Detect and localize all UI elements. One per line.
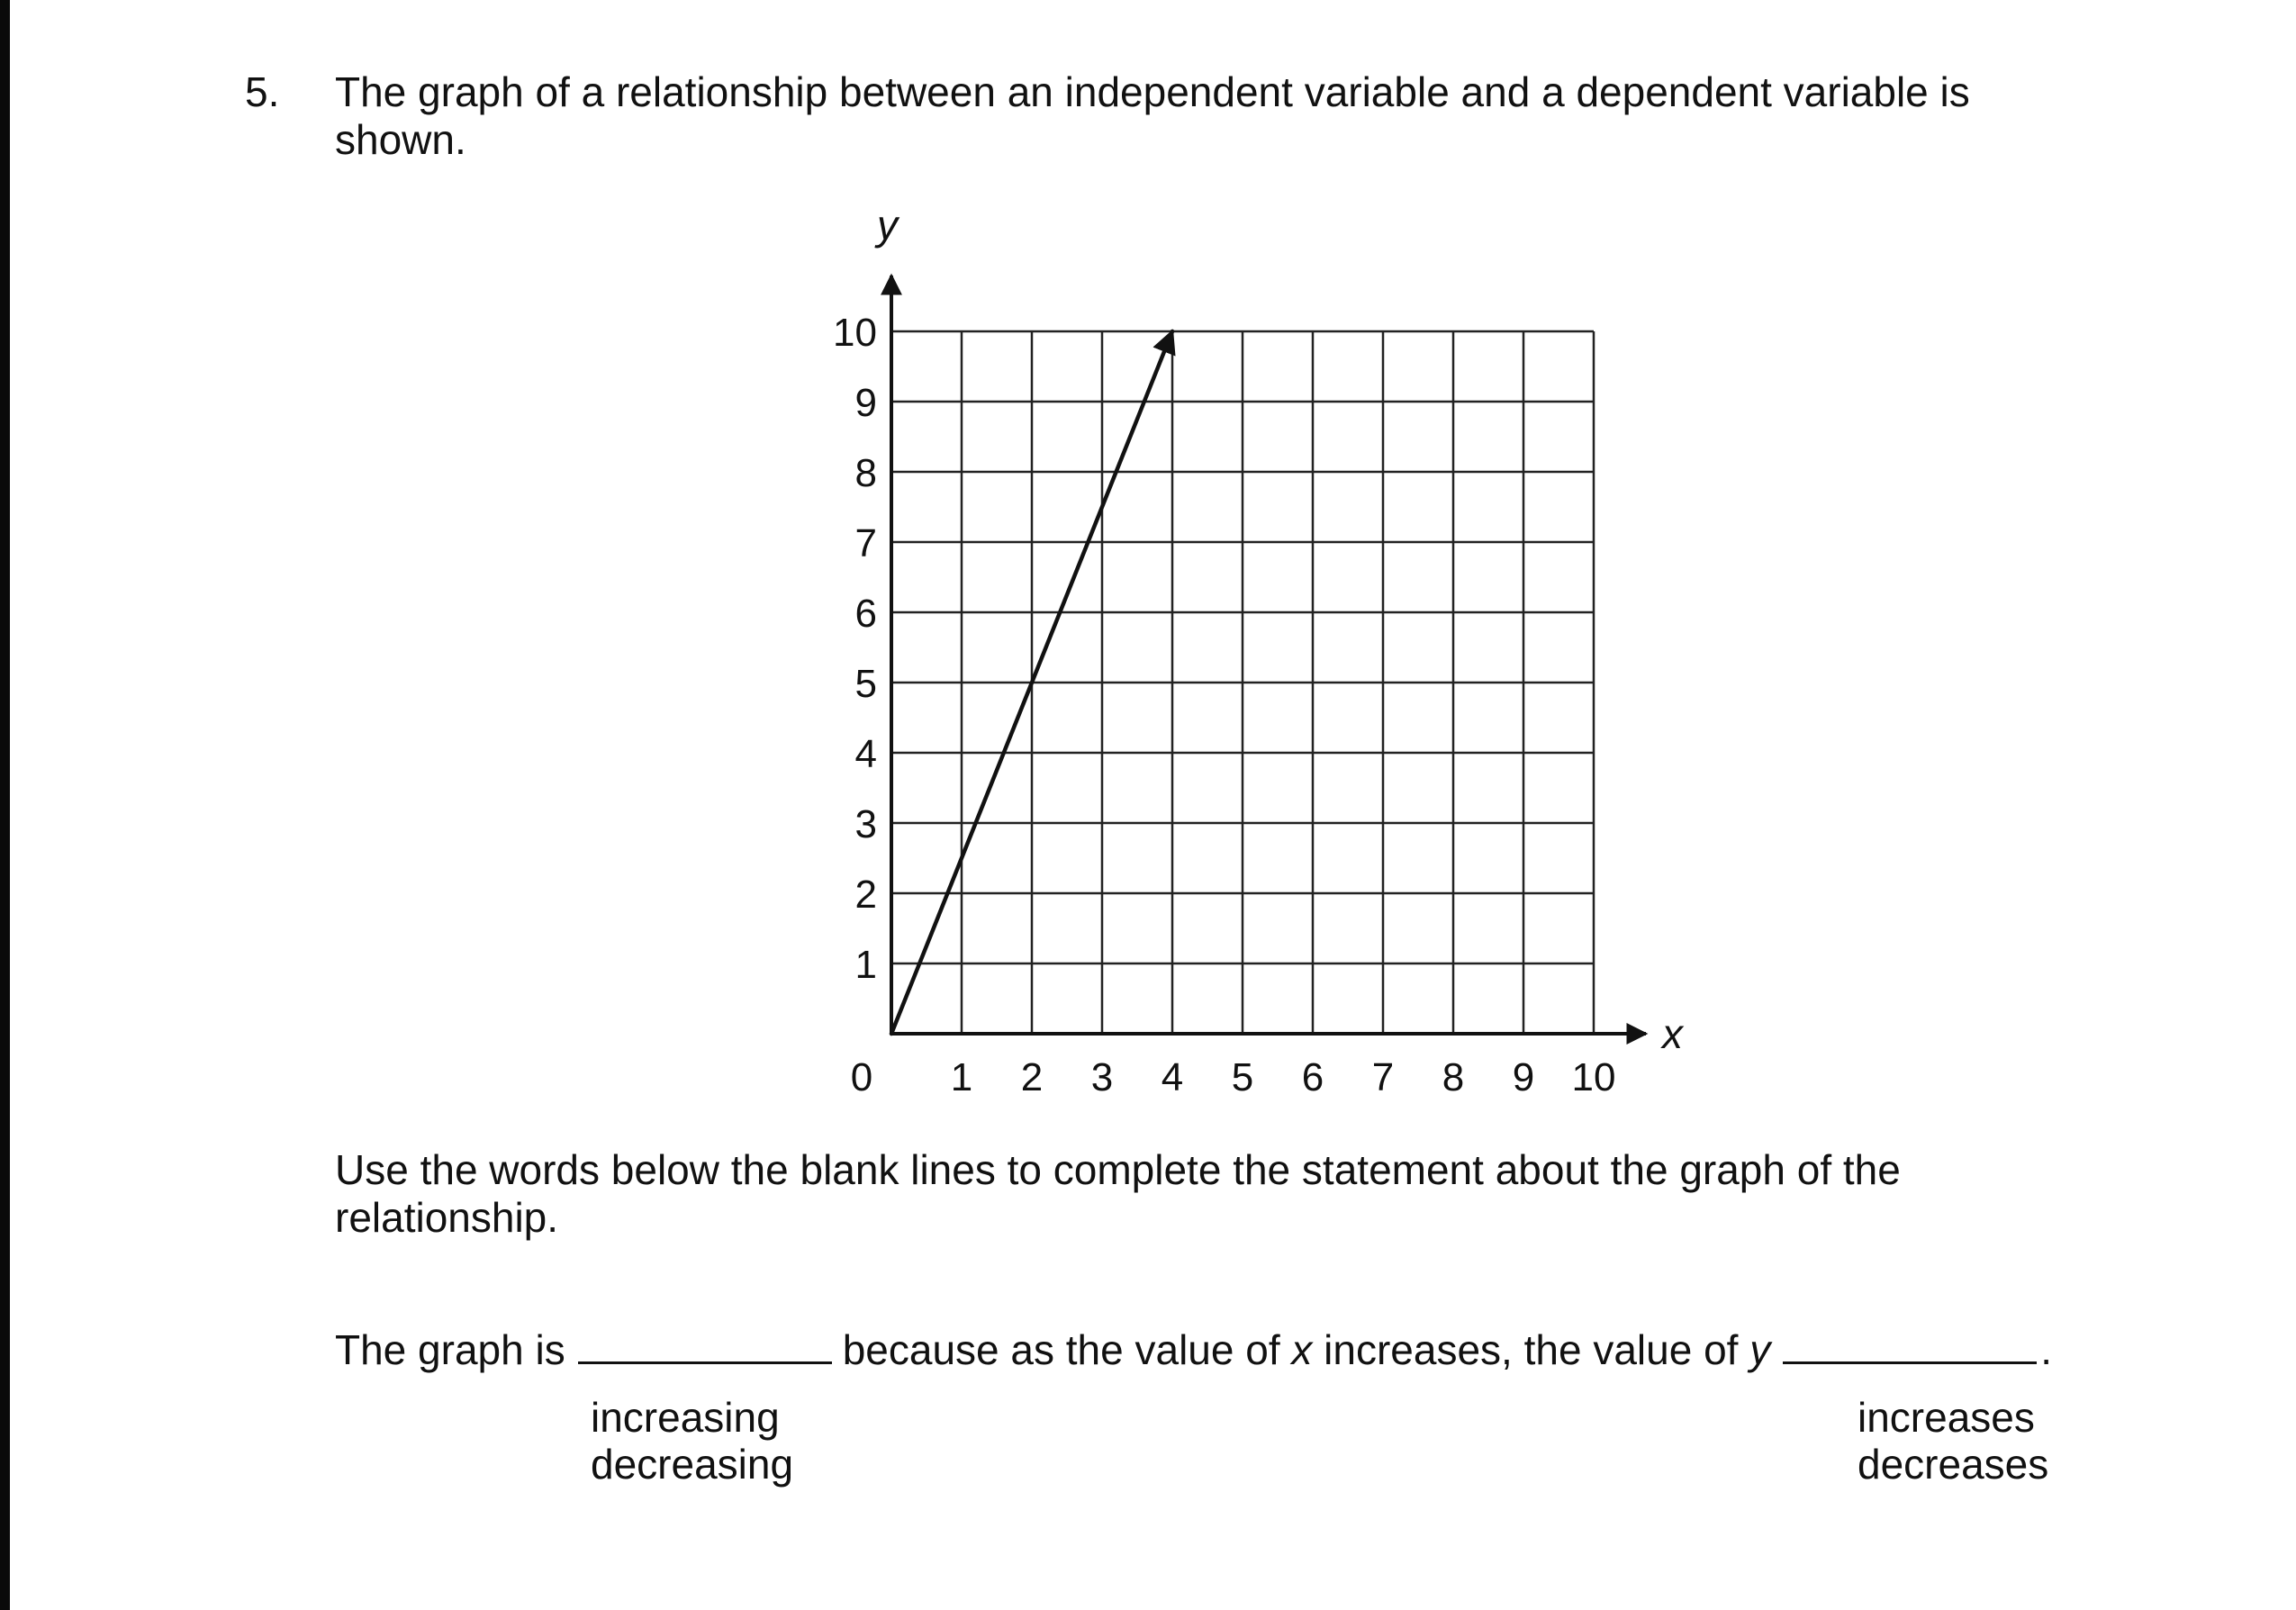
axes	[891, 276, 1646, 1034]
completion-statement	[335, 1326, 2052, 1374]
x-tick-label: 10	[1571, 1055, 1616, 1099]
x-tick-label: 6	[1301, 1055, 1324, 1099]
instructions-line-2: relationship.	[335, 1194, 559, 1241]
y-tick-label: 4	[854, 732, 877, 776]
x-tick-label: 1	[950, 1055, 973, 1099]
statement-part-1: The graph is	[335, 1326, 565, 1373]
question-stem-line-2: shown.	[335, 116, 466, 163]
choice-decreases[interactable]: decreases	[1858, 1441, 2049, 1488]
y-tick-label: 3	[854, 802, 877, 846]
choice-increasing[interactable]: increasing	[591, 1394, 780, 1441]
statement-var-y: y	[1749, 1326, 1771, 1373]
choice-decreasing[interactable]: decreasing	[591, 1441, 794, 1488]
statement-end: .	[2040, 1326, 2053, 1373]
question-number: 5.	[245, 68, 280, 115]
y-tick-label: 9	[854, 381, 877, 425]
y-tick-label: 2	[854, 873, 877, 917]
instructions-line-1: Use the words below the blank lines to complete the statement about the graph of the	[335, 1146, 1901, 1193]
y-tick-label: 5	[854, 662, 877, 706]
y-tick-label: 6	[854, 592, 877, 636]
grid	[891, 331, 1594, 1034]
y-tick-label: 7	[854, 521, 877, 565]
y-tick-label: 1	[854, 943, 877, 987]
statement-part-2: because as the value of	[842, 1326, 1280, 1373]
x-tick-label: 3	[1090, 1055, 1114, 1099]
x-tick-label: 2	[1020, 1055, 1044, 1099]
question-stem-line-1: The graph of a relationship between an independent variable and a dependent variable is	[335, 68, 1970, 115]
answer-blank-1[interactable]	[578, 1354, 832, 1364]
statement-part-3: increases, the value of	[1324, 1326, 1739, 1373]
x-tick-label: 8	[1442, 1055, 1465, 1099]
x-tick-label: 5	[1231, 1055, 1254, 1099]
y-tick-label: 10	[833, 311, 877, 355]
x-tick-label: 0	[850, 1055, 873, 1099]
x-tick-label: 9	[1512, 1055, 1535, 1099]
statement-var-x: x	[1291, 1326, 1313, 1373]
choice-increases[interactable]: increases	[1858, 1394, 2035, 1441]
y-tick-label: 8	[854, 451, 877, 495]
x-tick-label: 4	[1161, 1055, 1184, 1099]
tick-labels	[833, 311, 1615, 1099]
y-axis-label: y	[877, 202, 898, 249]
instructions	[335, 1146, 1901, 1242]
x-axis-label: x	[1662, 1010, 1683, 1057]
blank-1-choices	[591, 1394, 793, 1488]
answer-blank-2[interactable]	[1783, 1354, 2037, 1364]
blank-2-choices	[1858, 1394, 2048, 1488]
x-tick-label: 7	[1371, 1055, 1395, 1099]
